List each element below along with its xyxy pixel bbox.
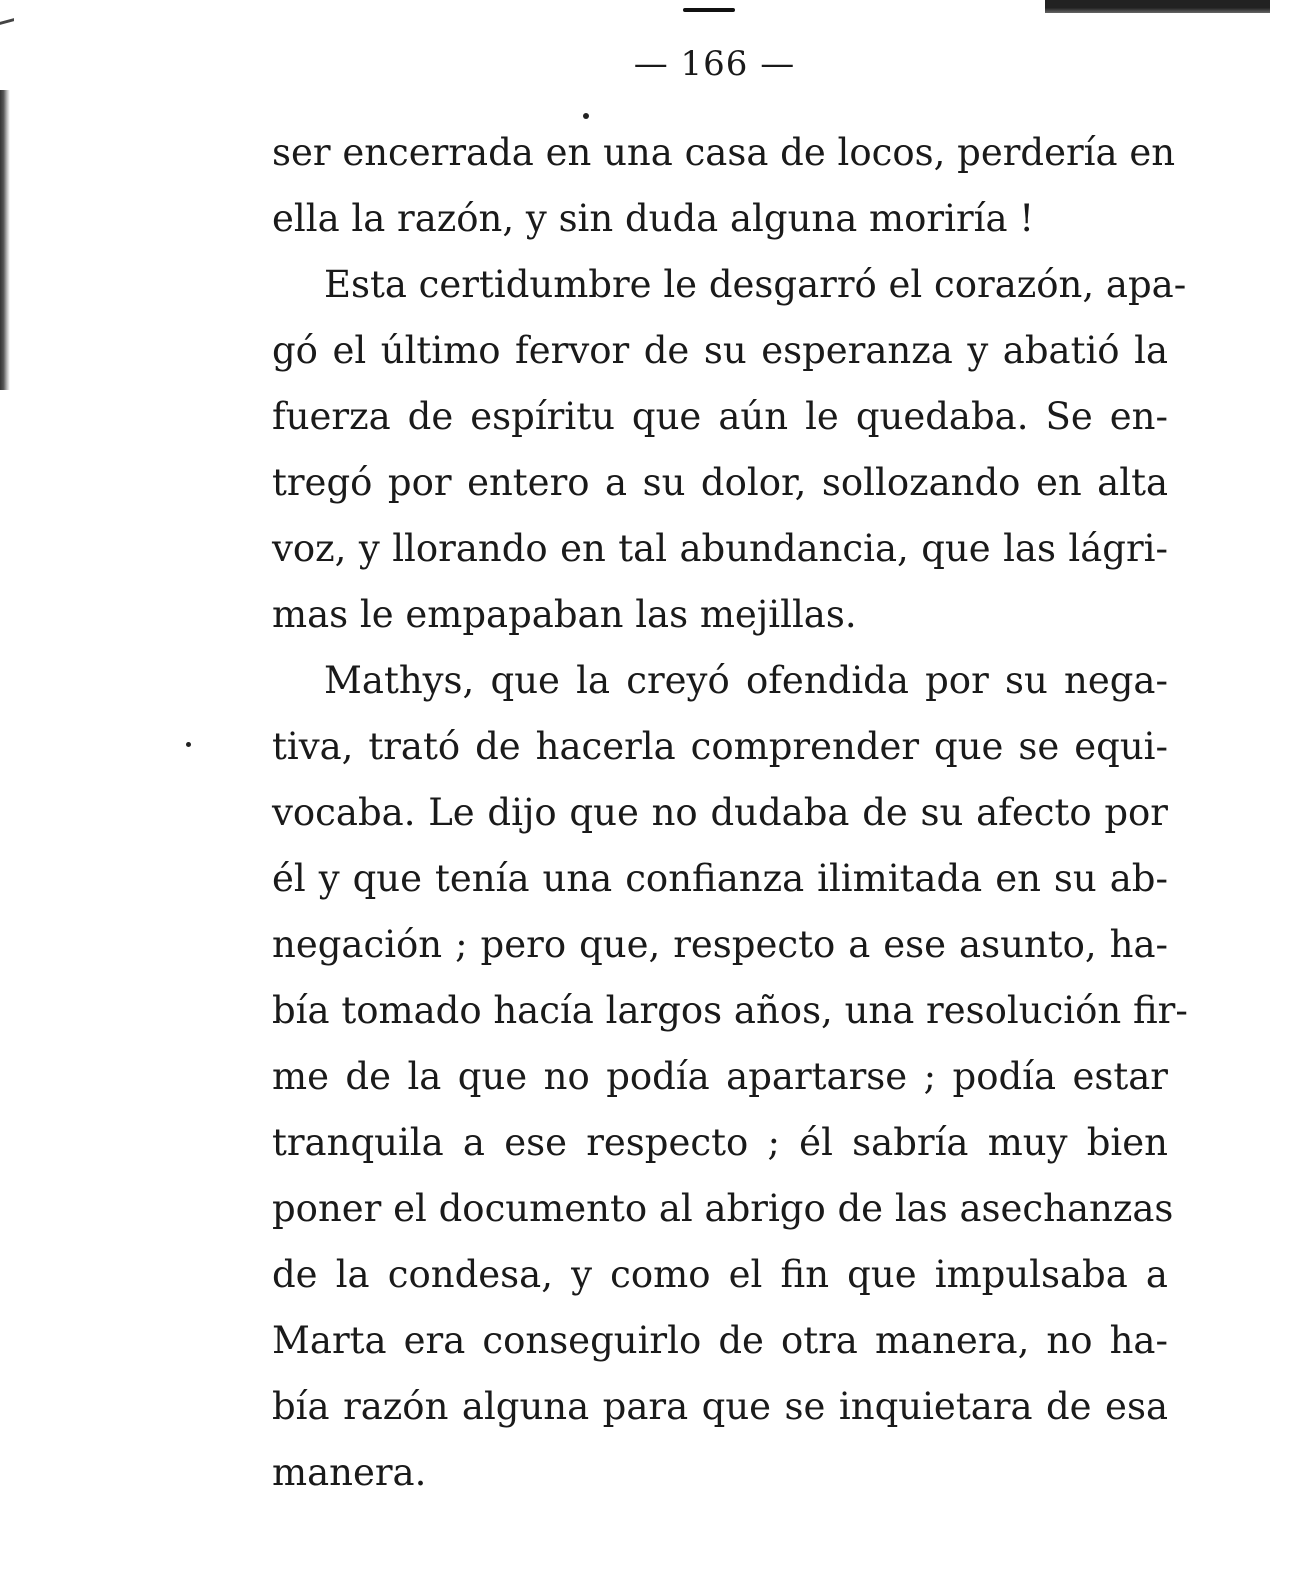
text-line: de la condesa, y como el fin que impulsaba a [272, 1253, 1168, 1296]
text-line: ser encerrada en una casa de locos, perdería en [272, 131, 1176, 174]
scan-top-mark [683, 8, 735, 12]
scan-top-edge [1045, 0, 1270, 13]
text-line: poner el documento al abrigo de las asechanzas [272, 1187, 1174, 1230]
text-line: fuerza de espíritu que aún le quedaba. Se en- [272, 395, 1168, 438]
text-line: Mathys, que la creyó ofendida por su nega- [324, 659, 1168, 702]
text-line: mas le empapaban las mejillas. [272, 593, 857, 636]
text-line: bía tomado hacía largos años, una resolución fir- [272, 989, 1188, 1032]
scan-corner-mark [0, 18, 14, 35]
body-text [272, 120, 1188, 1506]
text-line: ella la razón, y sin duda alguna moriría ! [272, 197, 1035, 240]
text-line: tiva, trató de hacerla comprender que se equi- [272, 725, 1168, 768]
text-line: Esta certidumbre le desgarró el corazón, apa- [324, 263, 1187, 306]
text-line: bía razón alguna para que se inquietara de esa [272, 1385, 1168, 1428]
scan-binding-edge [0, 90, 10, 390]
scan-speck [583, 113, 589, 119]
text-line: negación ; pero que, respecto a ese asunto, ha- [272, 923, 1168, 966]
scan-speck [186, 742, 191, 747]
page-number: — 166 — [633, 44, 796, 84]
text-line: tranquila a ese respecto ; él sabría muy bien [272, 1121, 1168, 1164]
text-line: Marta era conseguirlo de otra manera, no ha- [272, 1319, 1168, 1362]
text-line: voz, y llorando en tal abundancia, que las lágri- [272, 527, 1168, 570]
text-line: gó el último fervor de su esperanza y abatió la [272, 329, 1168, 372]
text-line: él y que tenía una confianza ilimitada en su ab- [272, 857, 1168, 900]
text-line: manera. [272, 1451, 427, 1494]
text-line: vocaba. Le dijo que no dudaba de su afecto por [272, 791, 1168, 834]
text-line: me de la que no podía apartarse ; podía estar [272, 1055, 1168, 1098]
text-line: tregó por entero a su dolor, sollozando en alta [272, 461, 1168, 504]
